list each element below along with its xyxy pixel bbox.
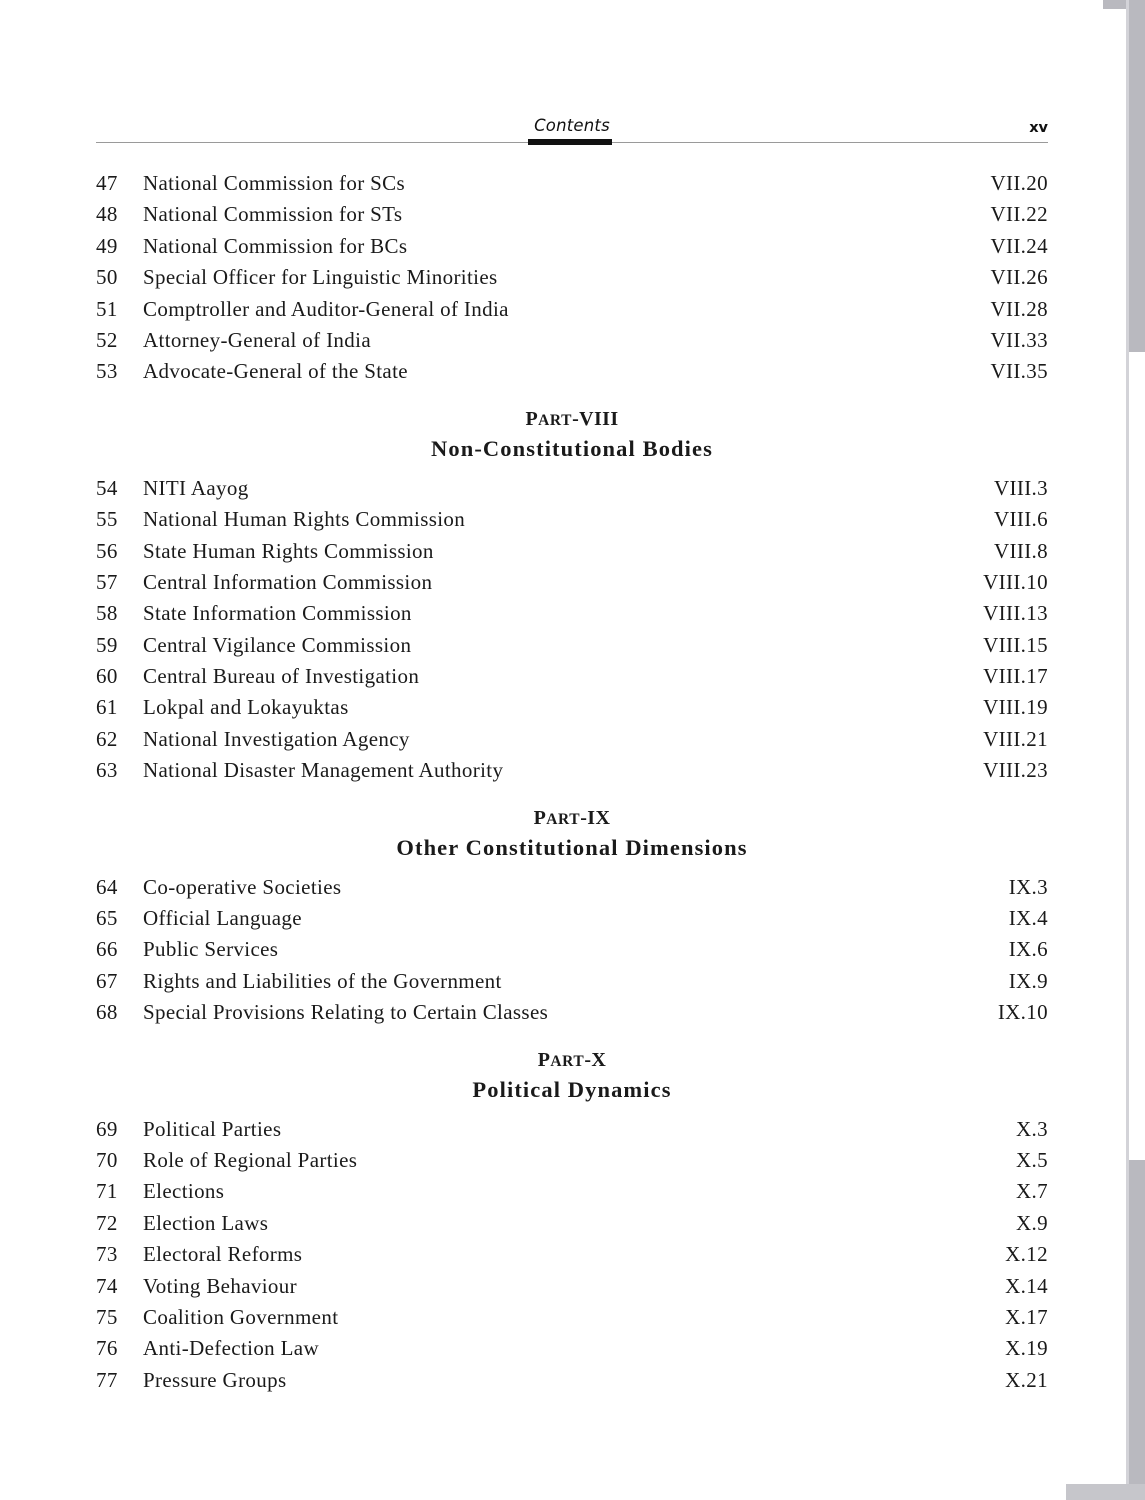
toc-entry-number: 62 [96,726,118,751]
header-rule-accent-tab [528,139,612,145]
toc-entry-number: 50 [96,265,118,290]
toc-entry[interactable] [96,231,1048,262]
toc-entry-number: 64 [96,874,118,899]
toc-entry-page: VII.26 [990,265,1048,290]
toc-entry-page: X.19 [1005,1336,1048,1361]
toc-entry-page: IX.3 [1008,874,1048,899]
toc-entry-page: VII.22 [990,202,1048,227]
toc-entry-number: 51 [96,296,118,321]
toc-entry-number: 56 [96,538,118,563]
vertical-scrollbar-thumb-lower[interactable] [1129,1160,1145,1500]
toc-entry-page: VIII.13 [983,601,1048,626]
toc-entry-page: VIII.23 [983,758,1048,783]
part-label-initial: P [525,407,539,430]
part-label-initial: P [537,1048,551,1071]
part-heading-label [96,388,1048,434]
toc-entry[interactable] [96,903,1048,934]
toc-entry[interactable] [96,1145,1048,1176]
part-label-numeral: -X [584,1048,607,1071]
toc-entry-title: National Investigation Agency [143,726,410,751]
toc-entry-number: 77 [96,1367,118,1392]
toc-entry[interactable] [96,1176,1048,1207]
part-heading-label [96,787,1048,833]
toc-entry-number: 48 [96,202,118,227]
toc-entry-number: 66 [96,937,118,962]
toc-entry-number: 59 [96,632,118,657]
toc-entry-number: 55 [96,507,118,532]
toc-entry[interactable] [96,536,1048,567]
toc-entry-title: National Commission for STs [143,202,403,227]
toc-entry[interactable] [96,199,1048,230]
toc-entry[interactable] [96,724,1048,755]
toc-entry-page: X.21 [1005,1367,1048,1392]
page-folio-number: xv [1029,120,1048,136]
toc-entry-number: 58 [96,601,118,626]
toc-entry-title: Central Vigilance Commission [143,632,412,657]
part-heading [96,388,1048,473]
toc-entry[interactable] [96,168,1048,199]
toc-entry-page: VIII.3 [994,475,1048,500]
toc-entry[interactable] [96,1365,1048,1396]
toc-entry-title: Coalition Government [143,1304,339,1329]
toc-entry-title: Rights and Liabilities of the Government [143,968,502,993]
part-heading [96,787,1048,872]
toc-entry-page: X.12 [1005,1242,1048,1267]
part-label-numeral: -IX [580,806,611,829]
toc-entry-number: 69 [96,1116,118,1141]
toc-entry-page: VII.33 [990,327,1048,352]
toc-entry-number: 57 [96,569,118,594]
toc-entry-page: VIII.10 [983,569,1048,594]
toc-entry-page: X.14 [1005,1273,1048,1298]
toc-entry-page: X.5 [1016,1147,1048,1172]
toc-entry-number: 61 [96,695,118,720]
toc-entry[interactable] [96,598,1048,629]
toc-entry-number: 67 [96,968,118,993]
toc-entry[interactable] [96,1271,1048,1302]
toc-entry-page: VII.20 [990,171,1048,195]
toc-entry-title: Special Provisions Relating to Certain Classes [143,1000,549,1025]
toc-entry-title: National Human Rights Commission [143,507,466,532]
toc-entry[interactable] [96,1333,1048,1364]
toc-entry-page: VIII.15 [983,632,1048,657]
toc-entry-title: Role of Regional Parties [143,1147,358,1172]
toc-entry-number: 54 [96,475,118,500]
toc-entry-page: VIII.6 [994,507,1048,532]
toc-entry[interactable] [96,1239,1048,1270]
part-heading-label [96,1029,1048,1075]
toc-entry-title: NITI Aayog [143,475,249,500]
toc-entry-page: IX.4 [1008,906,1048,931]
toc-entry-title: Election Laws [143,1210,269,1235]
toc-entry[interactable] [96,966,1048,997]
toc-entry-number: 68 [96,1000,118,1025]
toc-entry-title: State Human Rights Commission [143,538,434,563]
toc-entry-number: 73 [96,1242,118,1267]
toc-entry[interactable] [96,567,1048,598]
toc-entry-page: X.9 [1016,1210,1048,1235]
toc-entry-page: VIII.21 [983,726,1048,751]
toc-entry-number: 52 [96,327,118,352]
toc-entry-page: IX.6 [1008,937,1048,962]
toc-entry-title: National Commission for BCs [143,233,408,258]
toc-entry[interactable] [96,692,1048,723]
toc-entry-number: 71 [96,1179,118,1204]
toc-entry-number: 47 [96,171,118,195]
toc-entry-number: 70 [96,1147,118,1172]
toc-entry-title: Central Information Commission [143,569,433,594]
toc-entry-title: Co-operative Societies [143,874,342,899]
toc-entry-number: 65 [96,906,118,931]
toc-entry-number: 60 [96,664,118,689]
toc-entry-title: National Disaster Management Authority [143,758,504,783]
toc-entry-title: Anti-Defection Law [143,1336,319,1361]
part-heading-name: Non-Constitutional Bodies [431,435,713,461]
toc-entry[interactable] [96,504,1048,535]
toc-entry-title: Elections [143,1179,225,1204]
toc-entry-number: 49 [96,233,118,258]
toc-entry-page: VII.24 [990,233,1048,258]
toc-entry[interactable] [96,872,1048,903]
part-heading [96,1029,1048,1114]
vertical-scrollbar-thumb-upper[interactable] [1129,0,1145,352]
part-label-smallcaps: ART [550,1052,585,1070]
toc-entry[interactable] [96,934,1048,965]
toc-entry[interactable] [96,1114,1048,1145]
toc-entry-page: VIII.17 [983,664,1048,689]
toc-entry[interactable] [96,630,1048,661]
toc-entry[interactable] [96,661,1048,692]
toc-entry-number: 72 [96,1210,118,1235]
toc-entry-number: 75 [96,1304,118,1329]
part-heading-name: Other Constitutional Dimensions [396,834,748,860]
toc-entry-page: VIII.19 [983,695,1048,720]
toc-entry-title: Attorney-General of India [143,327,371,352]
toc-entry[interactable] [96,755,1048,786]
toc-entry-number: 63 [96,758,118,783]
part-label-numeral: -VIII [572,407,619,430]
toc-entry-title: Electoral Reforms [143,1242,303,1267]
toc-entry-title: Voting Behaviour [143,1273,297,1298]
part-label-smallcaps: ART [546,810,581,828]
horizontal-scrollbar-thumb[interactable] [0,1484,1066,1500]
toc-entry-page: X.7 [1016,1179,1048,1204]
running-head-title: Contents [534,116,610,135]
toc-entry-title: Advocate-General of the State [143,359,408,384]
toc-entry-title: Political Parties [143,1116,282,1141]
toc-entry-title: National Commission for SCs [143,171,406,195]
table-of-contents [96,168,1048,1396]
toc-entry[interactable] [96,1208,1048,1239]
toc-entry-page: VII.28 [990,296,1048,321]
toc-entry[interactable] [96,325,1048,356]
toc-entry[interactable] [96,294,1048,325]
toc-entry[interactable] [96,473,1048,504]
toc-entry-page: IX.10 [997,1000,1048,1025]
part-label-smallcaps: ART [538,411,573,429]
part-label-initial: P [533,806,547,829]
toc-entry-title: Central Bureau of Investigation [143,664,420,689]
toc-entry[interactable] [96,997,1048,1028]
toc-entry-number: 74 [96,1273,118,1298]
toc-entry-number: 53 [96,359,118,384]
toc-entry-page: VIII.8 [994,538,1048,563]
toc-entry[interactable] [96,356,1048,387]
toc-entry[interactable] [96,262,1048,293]
toc-entry-page: IX.9 [1008,968,1048,993]
toc-entry-number: 76 [96,1336,118,1361]
toc-entry-title: Pressure Groups [143,1367,287,1392]
toc-entry-page: X.3 [1016,1116,1048,1141]
toc-entry-page: X.17 [1005,1304,1048,1329]
toc-entry-title: Special Officer for Linguistic Minorities [143,265,498,290]
toc-entry-title: Lokpal and Lokayuktas [143,695,349,720]
toc-entry-page: VII.35 [990,359,1048,384]
part-heading-name: Political Dynamics [472,1076,672,1102]
toc-entry-title: State Information Commission [143,601,412,626]
toc-entry-title: Public Services [143,937,279,962]
toc-entry[interactable] [96,1302,1048,1333]
toc-entry-title: Official Language [143,906,302,931]
toc-entry-title: Comptroller and Auditor-General of India [143,296,509,321]
